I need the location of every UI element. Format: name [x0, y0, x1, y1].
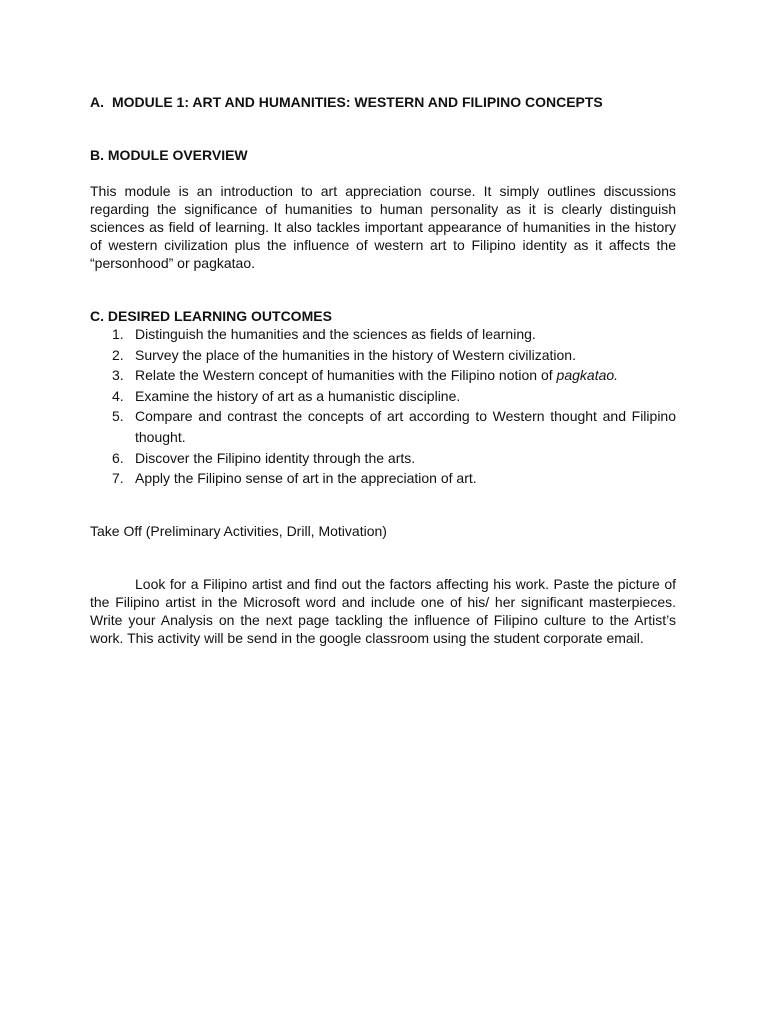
learning-outcomes-list: [90, 324, 676, 489]
section-a-title: MODULE 1: ART AND HUMANITIES: WESTERN AND FILIPINO CONCEPTS: [112, 94, 603, 110]
module-title: [90, 93, 676, 111]
outcome-item: 2. Survey the place of the humanities in the history of Western civilization.: [112, 346, 576, 363]
module-overview-heading: B. MODULE OVERVIEW: [90, 147, 248, 163]
section-a-letter: A.: [90, 94, 104, 110]
learning-outcomes-list-container: [90, 324, 676, 489]
outcome-item: 1. Distinguish the humanities and the sciences as fields of learning.: [112, 326, 536, 342]
module-overview-paragraph: This module is an introduction to art appreciation course. It simply outlines discussions regarding the significance of humanities to human personality as it is clearly distinguish sciences as field of learning. It also tackles important appearance of humanities in the history of western civilization plus the influence of western art to Filipino identity as it affects the “personhood” or pagkatao.: [90, 183, 676, 271]
outcome-item: 5. Compare and contrast the concepts of art according to Western thought and Filipino thought.: [112, 408, 676, 445]
take-off-heading: Take Off (Preliminary Activities, Drill, Motivation): [90, 523, 387, 539]
outcome-item: 4. Examine the history of art as a humanistic discipline.: [112, 387, 461, 404]
outcome-item: 7. Apply the Filipino sense of art in the appreciation of art.: [112, 470, 477, 487]
outcome-item: 3. Relate the Western concept of humanities with the Filipino notion of pagkatao.: [112, 367, 619, 384]
take-off-paragraph: Look for a Filipino artist and find out the factors affecting his work. Paste the picture of the Filipino artist in the Microsoft word and include one of his/ her significant masterpieces. Write your Analysis on the next page tackling the influence of Filipino culture to the Artist’s work. This activity will be send in the google classroom using the student corporate email.: [90, 576, 676, 646]
pagkatao-emphasis: pagkatao.: [556, 367, 619, 384]
learning-outcomes-heading: C. DESIRED LEARNING OUTCOMES: [90, 308, 332, 324]
outcome-item: 6. Discover the Filipino identity through the arts.: [112, 449, 416, 466]
